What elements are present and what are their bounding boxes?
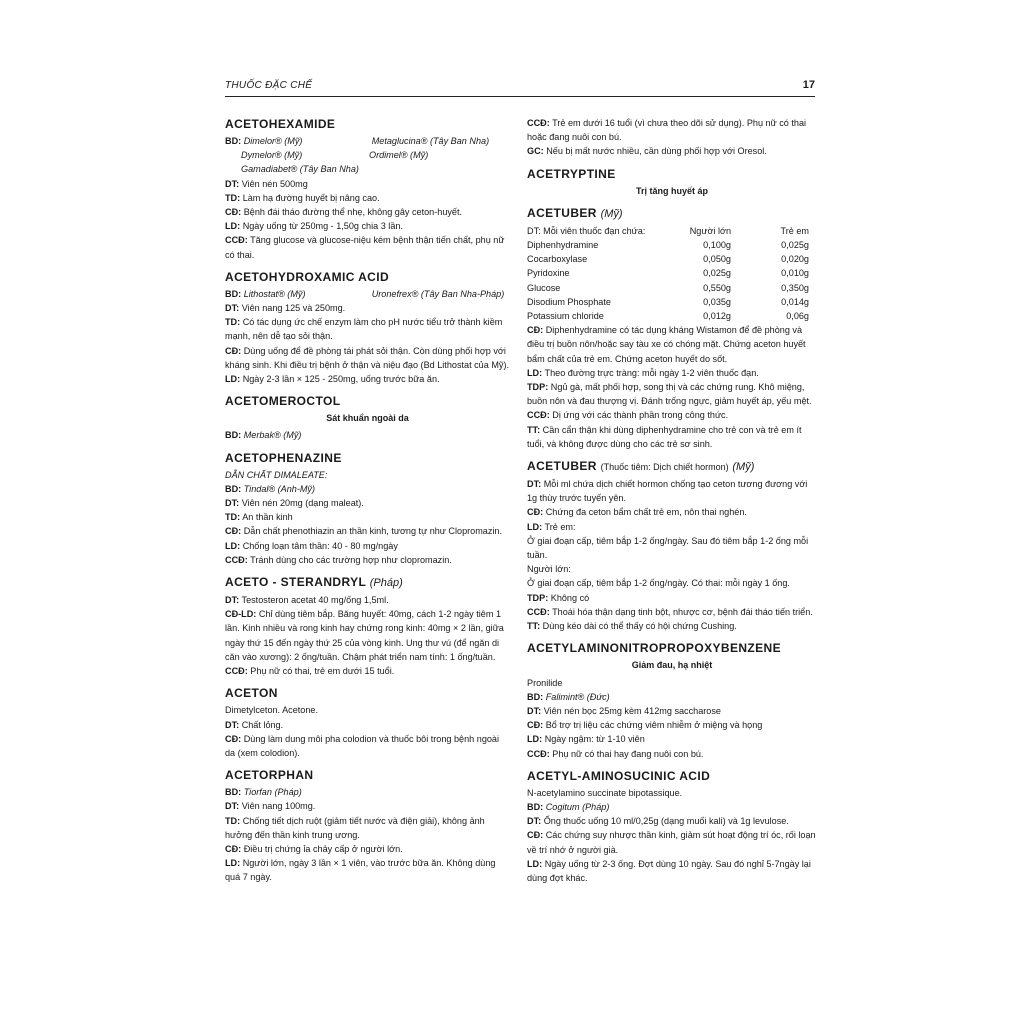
entry-title <box>527 640 817 656</box>
field-text: Ngày uống từ 2-3 ống. Đợt dùng 10 ngày. Sau đó nghỉ 5-7ngày lại dùng đợt khác. <box>527 858 811 883</box>
field-label: DT: <box>527 705 542 716</box>
field-text: Viên nén bọc 25mg kèm 412mg saccharose <box>543 705 721 716</box>
page-header <box>225 80 815 97</box>
entry-title <box>225 450 510 466</box>
brand-row <box>225 134 510 148</box>
entry-line <box>527 562 817 576</box>
field-label: CCĐ: <box>527 606 550 617</box>
entry-indication: Giảm đau, hạ nhiệt <box>631 660 713 671</box>
field-text: Mỗi ml chứa dịch chiết hormon chống tạo ceton tương đương với 1g thùy trước tuyến yên. <box>527 479 808 504</box>
ingredient-name: Disodium Phosphate <box>527 296 611 307</box>
composition-table <box>527 224 809 323</box>
field-text: An thần kinh <box>242 512 293 523</box>
brand-row <box>225 148 510 162</box>
field-text: Chống tiết dịch ruột (giảm tiết nước và điện giải), không ảnh hưởng đến thần kinh trung ương. <box>225 815 485 840</box>
brand-name: Ordimel® (Mỹ) <box>369 150 429 161</box>
entry-line <box>527 505 817 519</box>
entry-line <box>225 219 510 233</box>
brand-name: Lithostat® (Mỹ) <box>243 288 306 299</box>
entry-acetryptine <box>527 166 817 198</box>
field-text: Dùng làm dung môi pha colodion và thuốc bôi trong bệnh ngoài da (xem colodion). <box>225 733 500 758</box>
entry-acetophenazine <box>225 450 510 567</box>
field-text: Trẻ em dưới 16 tuổi (vì chưa theo dõi sử dụng). Phụ nữ có thai hoặc đang nuôi con bú. <box>527 118 807 143</box>
brand-row <box>225 428 510 442</box>
field-label: BD: <box>527 801 544 812</box>
entry-line <box>225 539 510 553</box>
field-label: TT: <box>527 621 541 632</box>
entry-acetomeroctol <box>225 393 510 442</box>
composition-row <box>527 252 809 266</box>
composition-header-child: Trẻ em <box>780 225 809 236</box>
field-text: Viên nang 125 và 250mg. <box>241 303 346 314</box>
entry-aceton <box>225 685 510 760</box>
entry-name: ACETRYPTINE <box>527 166 616 181</box>
entry-name: ACETO - STERANDRYL <box>225 575 366 590</box>
entry-acetyl-aminosucinic-acid <box>527 768 817 885</box>
brand-name: Uronefrex® (Tây Ban Nha-Pháp) <box>371 288 505 299</box>
entry-indication: Sát khuẩn ngoài da <box>326 413 409 424</box>
field-label: TD: <box>225 512 241 523</box>
entry-line <box>527 605 817 619</box>
brand-name: Cogitum (Pháp) <box>545 801 610 812</box>
entry-line <box>527 732 817 746</box>
field-text: Phụ nữ có thai hay đang nuôi con bú. <box>552 748 704 759</box>
field-text: Tránh dùng cho các trường hợp như clopromazin. <box>250 554 452 565</box>
child-dose: 0,025g <box>781 240 809 251</box>
entry-title <box>225 574 510 591</box>
entry-line <box>225 233 510 261</box>
brand-name: Dymelor® (Mỹ) <box>241 150 303 161</box>
brand-name: Gamadiabet® (Tây Ban Nha) <box>241 164 359 175</box>
brand-name: Metaglucina® (Tây Ban Nha) <box>371 136 490 146</box>
entry-line <box>225 301 510 315</box>
entry-line <box>527 718 817 732</box>
field-label: LD: <box>225 221 241 232</box>
entry-name: ACETUBER <box>527 205 597 220</box>
entry-line <box>225 664 510 678</box>
field-text: Nếu bị mất nước nhiều, cần dùng phối hợp với Oresol. <box>546 146 767 157</box>
entry-line <box>225 177 510 191</box>
entry-line <box>225 315 510 343</box>
entry-title <box>527 458 817 475</box>
field-label: CĐ: <box>225 345 242 356</box>
entry-synonym: Pronilide <box>527 677 563 688</box>
composition-row <box>527 309 809 323</box>
entry-indication: Trị tăng huyết áp <box>635 185 708 196</box>
field-label: LD: <box>527 367 543 378</box>
entry-line <box>225 814 510 842</box>
adult-dose: 0,100g <box>703 240 731 251</box>
left-column <box>225 116 510 892</box>
field-label: CCĐ: <box>527 748 550 759</box>
entry-line <box>527 704 817 718</box>
entry-line <box>527 534 817 562</box>
brand-row <box>527 800 817 814</box>
page-number: 17 <box>802 79 815 91</box>
entry-origin: (Pháp) <box>369 577 403 590</box>
field-label: CĐ-LD: <box>225 609 257 620</box>
entry-line <box>225 344 510 372</box>
entry-acetohydroxamic-acid <box>225 269 510 386</box>
field-label: LD: <box>527 734 543 745</box>
field-text: Bệnh đái tháo đường thể nhẹ, không gây ceton-huyết. <box>243 207 463 218</box>
entry-line <box>225 524 510 538</box>
brand-name: Falimint® (Đức) <box>545 691 610 702</box>
adult-dose: 0,035g <box>703 296 731 307</box>
entry-title-note: (Thuốc tiêm: Dịch chiết hormon) <box>600 462 729 473</box>
field-text: Điều trị chứng ỉa chảy cấp ở người lớn. <box>243 843 403 854</box>
child-dose: 0,010g <box>781 268 809 279</box>
entry-name: ACETYLAMINONITROPROPOXYBENZENE <box>527 641 782 656</box>
field-label: BD: <box>225 288 242 299</box>
entry-line <box>225 191 510 205</box>
child-dose: 0,014g <box>781 296 809 307</box>
field-label: BD: <box>225 136 242 146</box>
ingredient-name: Potassium chloride <box>527 311 604 322</box>
running-header: THUỐC ĐẶC CHẾ <box>225 80 313 91</box>
field-label: CĐ: <box>225 733 242 744</box>
field-text: Người lớn, ngày 3 lần × 1 viên, vào trước bữa ăn. Không dùng quá 7 ngày. <box>225 858 496 883</box>
field-label: CĐ: <box>527 720 544 731</box>
field-text: Ngày ngậm: từ 1-10 viên <box>544 734 645 745</box>
field-text: Chống loạn tâm thần: 40 - 80 mg/ngày <box>242 540 398 551</box>
field-text: Thoái hóa thận dạng tinh bột, nhược cơ, bệnh đái tháo tiến triển. <box>552 606 813 617</box>
field-label: DT: <box>527 479 542 490</box>
field-text: Diphenhydramine có tác dụng kháng Wistamon để đề phòng và điều trị buồn nôn/hoặc say tàu xe có chóng mặt. Chứng aceton huyết bẩm chất của trẻ em. Chứng aceton huyết do sốt. <box>527 325 806 364</box>
field-label: CCĐ: <box>225 666 248 677</box>
field-text: Dùng uống để đề phòng tái phát sỏi thận. Còn dùng phối hợp với kháng sinh. Khi điều trị bệnh ở thận và niệu đạo (Bd Lithostat của Mỹ). <box>225 345 509 370</box>
field-text: Cần cẩn thận khi dùng diphenhydramine cho trẻ con và trẻ em ít tuổi, và không được dùng cho các trẻ sơ sinh. <box>527 424 802 449</box>
field-label: TD: <box>225 317 241 328</box>
entry-title <box>225 116 510 132</box>
adult-dose: 0,012g <box>703 311 731 322</box>
field-label: CCĐ: <box>527 118 550 128</box>
field-text: Viên nén 500mg <box>241 178 308 189</box>
field-label: CCĐ: <box>225 235 248 246</box>
entry-continuation <box>527 116 817 159</box>
field-label: BD: <box>225 787 242 798</box>
brand-row <box>527 690 817 704</box>
field-text: Có tác dụng ức chế enzym làm cho pH nước tiểu trở thành kiềm mạnh, nên dễ tạo sỏi thận. <box>225 317 503 342</box>
entry-line <box>225 510 510 524</box>
field-text: Các chứng suy nhược thần kinh, giảm sút hoạt động trí óc, rối loạn về trí nhớ ở người già. <box>527 830 816 855</box>
field-label: CĐ: <box>225 207 242 218</box>
entry-line <box>527 828 817 856</box>
entry-line <box>527 144 817 158</box>
field-label: DT: <box>225 498 240 509</box>
entry-line <box>527 477 817 505</box>
composition-row <box>527 295 809 309</box>
field-label: DT: <box>225 719 240 730</box>
field-label: LD: <box>225 540 241 551</box>
entry-title <box>225 393 510 409</box>
entry-line <box>527 423 817 451</box>
entry-name: ACETOHYDROXAMIC ACID <box>225 269 390 284</box>
field-label: DT: <box>527 816 542 827</box>
entry-acetuber-suppository <box>527 205 817 451</box>
entry-name: ACETYL-AMINOSUCINIC ACID <box>527 768 711 783</box>
brand-row <box>225 287 510 301</box>
field-text: Trẻ em: <box>544 521 576 532</box>
field-label: DT: <box>225 303 240 314</box>
entry-line <box>527 814 817 828</box>
entry-line <box>527 576 817 590</box>
entry-title <box>527 166 817 182</box>
field-label: LD: <box>225 374 241 385</box>
field-text: Phụ nữ có thai, trẻ em dưới 15 tuổi. <box>250 666 395 677</box>
field-text: Chứng đa ceton bẩm chất trẻ em, nôn thai nghén. <box>545 507 747 518</box>
field-text: Dị ứng với các thành phần trong công thức. <box>552 410 729 421</box>
field-text: Testosteron acetat 40 mg/ống 1,5ml. <box>241 595 389 606</box>
brand-name: Dimelor® (Mỹ) <box>243 136 303 146</box>
entry-line <box>225 607 510 664</box>
field-text: Tăng glucose và glucose-niệu kém bệnh thận tiến chất, phụ nữ có thai. <box>225 235 505 260</box>
field-label: TT: <box>527 424 541 435</box>
field-label: TD: <box>225 192 241 203</box>
entry-acetuber <box>527 458 817 633</box>
entry-line <box>527 408 817 422</box>
field-text: Theo đường trực tràng: mỗi ngày 1-2 viên thuốc đạn. <box>544 367 759 378</box>
brand-row <box>225 785 510 799</box>
entry-title <box>225 269 510 285</box>
field-label: CĐ: <box>527 325 544 336</box>
field-label: BD: <box>225 430 242 441</box>
field-label: TDP: <box>527 592 549 603</box>
entry-name: ACETOHEXAMIDE <box>225 117 336 131</box>
field-text: Ngày uống từ 250mg - 1,50g chia 3 lần. <box>242 221 403 232</box>
entry-name: ACETOMEROCTOL <box>225 394 341 409</box>
entry-name: ACETUBER <box>527 459 597 474</box>
brand-name: Merbak® (Mỹ) <box>243 430 302 441</box>
composition-row <box>527 238 809 252</box>
field-text: Làm hạ đường huyết bị nâng cao. <box>242 192 380 203</box>
entry-line <box>527 591 817 605</box>
field-text: Người lớn: <box>527 564 571 575</box>
field-label: CĐ: <box>225 526 242 537</box>
entry-acetylaminonitropropoxybenzene <box>527 640 817 760</box>
entry-origin: (Mỹ) <box>600 207 623 220</box>
field-label: CĐ: <box>527 830 544 841</box>
entry-line <box>225 205 510 219</box>
ingredient-name: Diphenhydramine <box>527 240 599 251</box>
entry-line <box>225 372 510 386</box>
field-label: DT: <box>225 178 240 189</box>
field-text: Ngủ gà, mất phối hợp, song thị và các chứng rung. Khô miệng, buồn nôn và đau thượng vị. Đánh trống ngực, giảm huyết áp, yếu mệt. <box>527 382 812 407</box>
field-text: Ở giai đoạn cấp, tiêm bắp 1-2 ống/ngày. Có thai: mỗi ngày 1 ống. <box>527 578 790 589</box>
field-label: LD: <box>527 858 543 869</box>
adult-dose: 0,550g <box>703 282 731 293</box>
entry-title <box>527 768 817 784</box>
composition-header <box>527 224 809 238</box>
entry-aceto-sterandryl <box>225 574 510 678</box>
field-label: CCĐ: <box>527 410 550 421</box>
field-label: BD: <box>527 691 544 702</box>
field-text: Viên nén 20mg (dạng maleat). <box>241 498 364 509</box>
composition-header-label: DT: Mỗi viên thuốc đạn chứa: <box>527 225 646 236</box>
composition-row <box>527 281 809 295</box>
field-text: Dẫn chất phenothiazin an thần kinh, tương tự như Clopromazin. <box>243 526 502 537</box>
child-dose: 0,020g <box>781 254 809 265</box>
field-label: GC: <box>527 146 544 157</box>
field-label: CĐ: <box>527 507 544 518</box>
field-text: Chất lỏng. <box>241 719 284 730</box>
entry-line <box>225 718 510 732</box>
field-label: TDP: <box>527 382 549 393</box>
ingredient-name: Pyridoxine <box>527 268 570 279</box>
field-label: LD: <box>225 858 241 869</box>
entry-synonym: Dimetylceton. Acetone. <box>225 705 319 716</box>
field-text: Ngày 2-3 lần × 125 - 250mg, uống trước bữa ăn. <box>242 374 440 385</box>
brand-row <box>225 162 510 176</box>
adult-dose: 0,050g <box>703 254 731 265</box>
field-text: Ở giai đoạn cấp, tiêm bắp 1-2 ống/ngày. Sau đó tiêm bắp 1-2 ống mỗi tuần. <box>527 535 809 561</box>
composition-header-adult: Người lớn <box>689 225 731 236</box>
brand-name: Tiorfan (Pháp) <box>243 787 302 798</box>
field-text: Không có <box>550 592 590 603</box>
entry-acetohexamide <box>225 116 510 262</box>
entry-line <box>527 747 817 761</box>
composition-row <box>527 266 809 280</box>
entry-acetorphan <box>225 767 510 884</box>
field-text: Viên nang 100mg. <box>241 801 316 812</box>
entry-intro: DẪN CHẤT DIMALEATE: <box>225 469 328 480</box>
entry-synonym: N-acetylamino succinate bipotassique. <box>527 787 683 798</box>
entry-line <box>225 856 510 884</box>
entry-title <box>527 205 817 222</box>
field-label: CĐ: <box>225 843 242 854</box>
brand-name: Tindal® (Anh-Mỹ) <box>243 483 316 494</box>
brand-row <box>225 482 510 496</box>
right-column <box>527 116 817 892</box>
entry-line <box>527 380 817 408</box>
field-text: Chỉ dùng tiêm bắp. Băng huyết: 40mg, cách 1-2 ngày tiêm 1 lần. Kinh nhiều và rong kinh hay chứng rong kinh: 40mg × 2 lần, giữa ngày thứ 15 đến ngày thứ 25 của vòng kinh. Ung thư vú (để ngăn di căn vào xương): 2 ống/tuần. Chậm phát triển nam tính: 1 ống/tuần. <box>225 609 504 662</box>
entry-title <box>225 685 510 701</box>
entry-name: ACETORPHAN <box>225 768 314 783</box>
field-label: LD: <box>527 521 543 532</box>
field-label: BD: <box>225 483 242 494</box>
entry-line <box>527 619 817 633</box>
adult-dose: 0,025g <box>703 268 731 279</box>
entry-line <box>225 496 510 510</box>
field-label: DT: <box>225 595 240 606</box>
entry-line <box>527 520 817 534</box>
entry-line <box>225 799 510 813</box>
ingredient-name: Glucose <box>527 282 561 293</box>
entry-line <box>527 366 817 380</box>
entry-line <box>225 842 510 856</box>
ingredient-name: Cocarboxylase <box>527 254 588 265</box>
entry-line <box>225 593 510 607</box>
entry-line <box>225 732 510 760</box>
entry-title <box>225 767 510 783</box>
entry-origin: (Mỹ) <box>732 461 755 474</box>
field-text: Dùng kéo dài có thể thấy có hội chứng Cushing. <box>542 621 737 632</box>
entry-line <box>527 323 817 366</box>
entry-line <box>225 553 510 567</box>
entry-line <box>527 857 817 885</box>
entry-line <box>527 116 817 144</box>
field-label: DT: <box>225 801 240 812</box>
field-label: CCĐ: <box>225 554 248 565</box>
field-text: Bổ trợ trị liệu các chứng viêm nhiễm ở miệng và họng <box>545 720 763 731</box>
entry-name: ACETOPHENAZINE <box>225 450 342 465</box>
child-dose: 0,06g <box>786 311 809 322</box>
child-dose: 0,350g <box>781 282 809 293</box>
field-text: Ống thuốc uống 10 ml/0,25g (dạng muối kali) và 1g levulose. <box>543 816 789 827</box>
entry-name: ACETON <box>225 686 278 701</box>
field-label: TD: <box>225 815 241 826</box>
